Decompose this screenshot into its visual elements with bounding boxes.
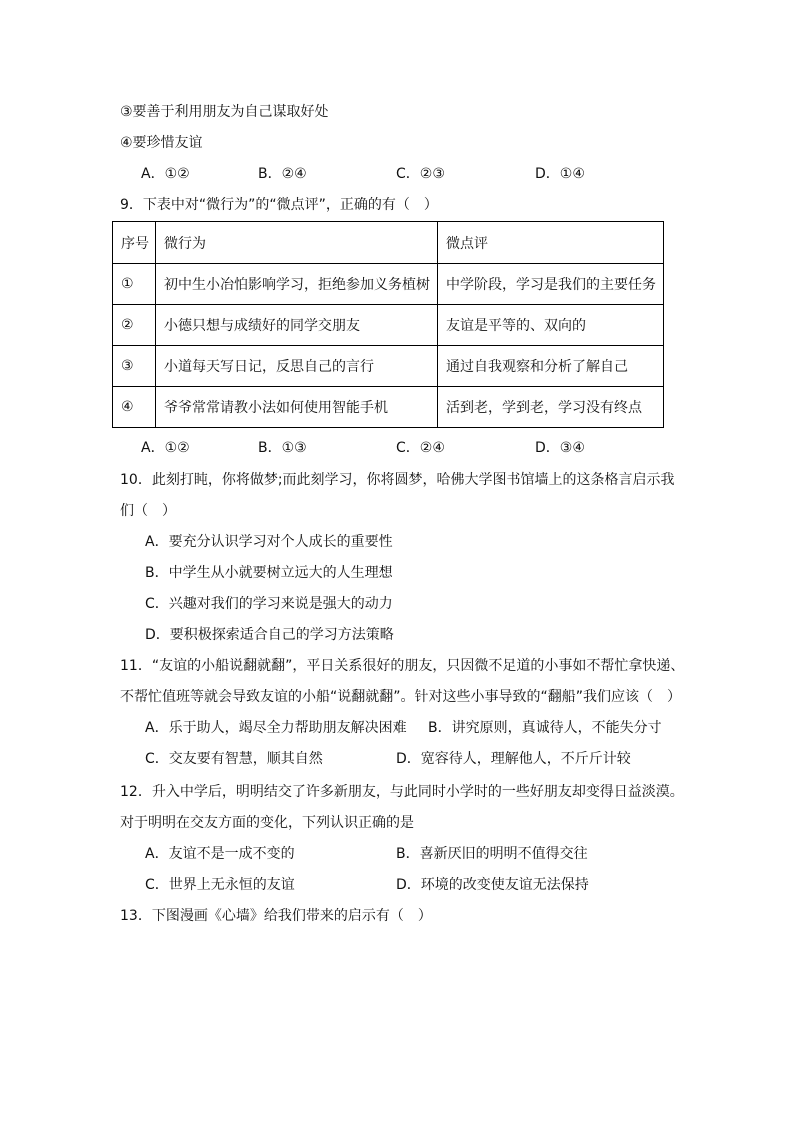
q9-option-d[interactable]: D．③④	[535, 440, 585, 456]
q9-stem: 9．下表中对“微行为”的“微点评”，正确的有（ ）	[120, 197, 438, 213]
header-comment: 微点评	[438, 222, 664, 264]
q9-option-b[interactable]: B．①③	[258, 440, 307, 456]
q11-option-a[interactable]: A．乐于助人，竭尽全力帮助朋友解决困难	[145, 720, 407, 736]
q11-option-d[interactable]: D．宽容待人，理解他人，不斤斤计较	[396, 751, 631, 767]
q11-option-b[interactable]: B．讲究原则，真诚待人，不能失分寸	[428, 720, 662, 736]
row-comment: 友谊是平等的、双向的	[438, 305, 664, 346]
q12-option-a[interactable]: A．友谊不是一成不变的	[145, 846, 295, 862]
q10-stem-line-1: 10．此刻打盹，你将做梦;而此刻学习，你将圆梦，哈佛大学图书馆墙上的这条格言启示我	[120, 472, 675, 488]
q9-option-a[interactable]: A．①②	[141, 440, 190, 456]
q10-option-a[interactable]: A．要充分认识学习对个人成长的重要性	[145, 534, 393, 550]
table-row	[113, 305, 664, 346]
row-behavior: 小德只想与成绩好的同学交朋友	[156, 305, 438, 346]
q8-option-d[interactable]: D．①④	[535, 166, 585, 182]
q12-stem-line-2: 对于明明在交友方面的变化，下列认识正确的是	[120, 815, 414, 831]
q9-table	[112, 221, 664, 428]
q10-option-d[interactable]: D．要积极探索适合自己的学习方法策略	[145, 627, 394, 643]
q8-option-b[interactable]: B．②④	[258, 166, 307, 182]
q11-stem-line-1: 11．“友谊的小船说翻就翻”，平日关系很好的朋友，只因微不足道的小事如不帮忙拿快递、	[120, 658, 685, 674]
q10-option-c[interactable]: C．兴趣对我们的学习来说是强大的动力	[145, 596, 393, 612]
row-comment: 通过自我观察和分析了解自己	[438, 346, 664, 387]
q8-statement-4: ④要珍惜友谊	[120, 135, 203, 151]
row-no: ①	[113, 264, 156, 305]
q12-option-c[interactable]: C．世界上无永恒的友谊	[145, 877, 295, 893]
row-behavior: 初中生小冶怕影响学习，拒绝参加义务植树	[156, 264, 438, 305]
q11-stem-line-2: 不帮忙值班等就会导致友谊的小船“说翻就翻”。针对这些小事导致的“翻船”我们应该（ ）	[120, 689, 682, 705]
row-no: ②	[113, 305, 156, 346]
header-behavior: 微行为	[156, 222, 438, 264]
q10-stem-line-2: 们（ ）	[120, 503, 176, 519]
q12-option-d[interactable]: D．环境的改变使友谊无法保持	[396, 877, 589, 893]
row-no: ④	[113, 387, 156, 428]
table-header-row	[113, 222, 664, 264]
q12-option-b[interactable]: B．喜新厌旧的明明不值得交往	[396, 846, 588, 862]
header-no: 序号	[113, 222, 156, 264]
row-comment: 中学阶段，学习是我们的主要任务	[438, 264, 664, 305]
table-row	[113, 387, 664, 428]
row-no: ③	[113, 346, 156, 387]
q8-option-c[interactable]: C．②③	[396, 166, 445, 182]
q12-stem-line-1: 12．升入中学后，明明结交了许多新朋友，与此同时小学时的一些好朋友却变得日益淡漠。	[120, 784, 684, 800]
q13-stem: 13．下图漫画《心墙》给我们带来的启示有（ ）	[120, 908, 432, 924]
row-behavior: 小道每天写日记，反思自己的言行	[156, 346, 438, 387]
q8-statement-3: ③要善于利用朋友为自己谋取好处	[120, 104, 329, 120]
q8-option-a[interactable]: A．①②	[141, 166, 190, 182]
q11-option-c[interactable]: C．交友要有智慧，顺其自然	[145, 751, 323, 767]
row-behavior: 爷爷常常请教小法如何使用智能手机	[156, 387, 438, 428]
q10-option-b[interactable]: B．中学生从小就要树立远大的人生理想	[145, 565, 393, 581]
row-comment: 活到老，学到老，学习没有终点	[438, 387, 664, 428]
table-row	[113, 264, 664, 305]
q9-option-c[interactable]: C．②④	[396, 440, 445, 456]
table-row	[113, 346, 664, 387]
